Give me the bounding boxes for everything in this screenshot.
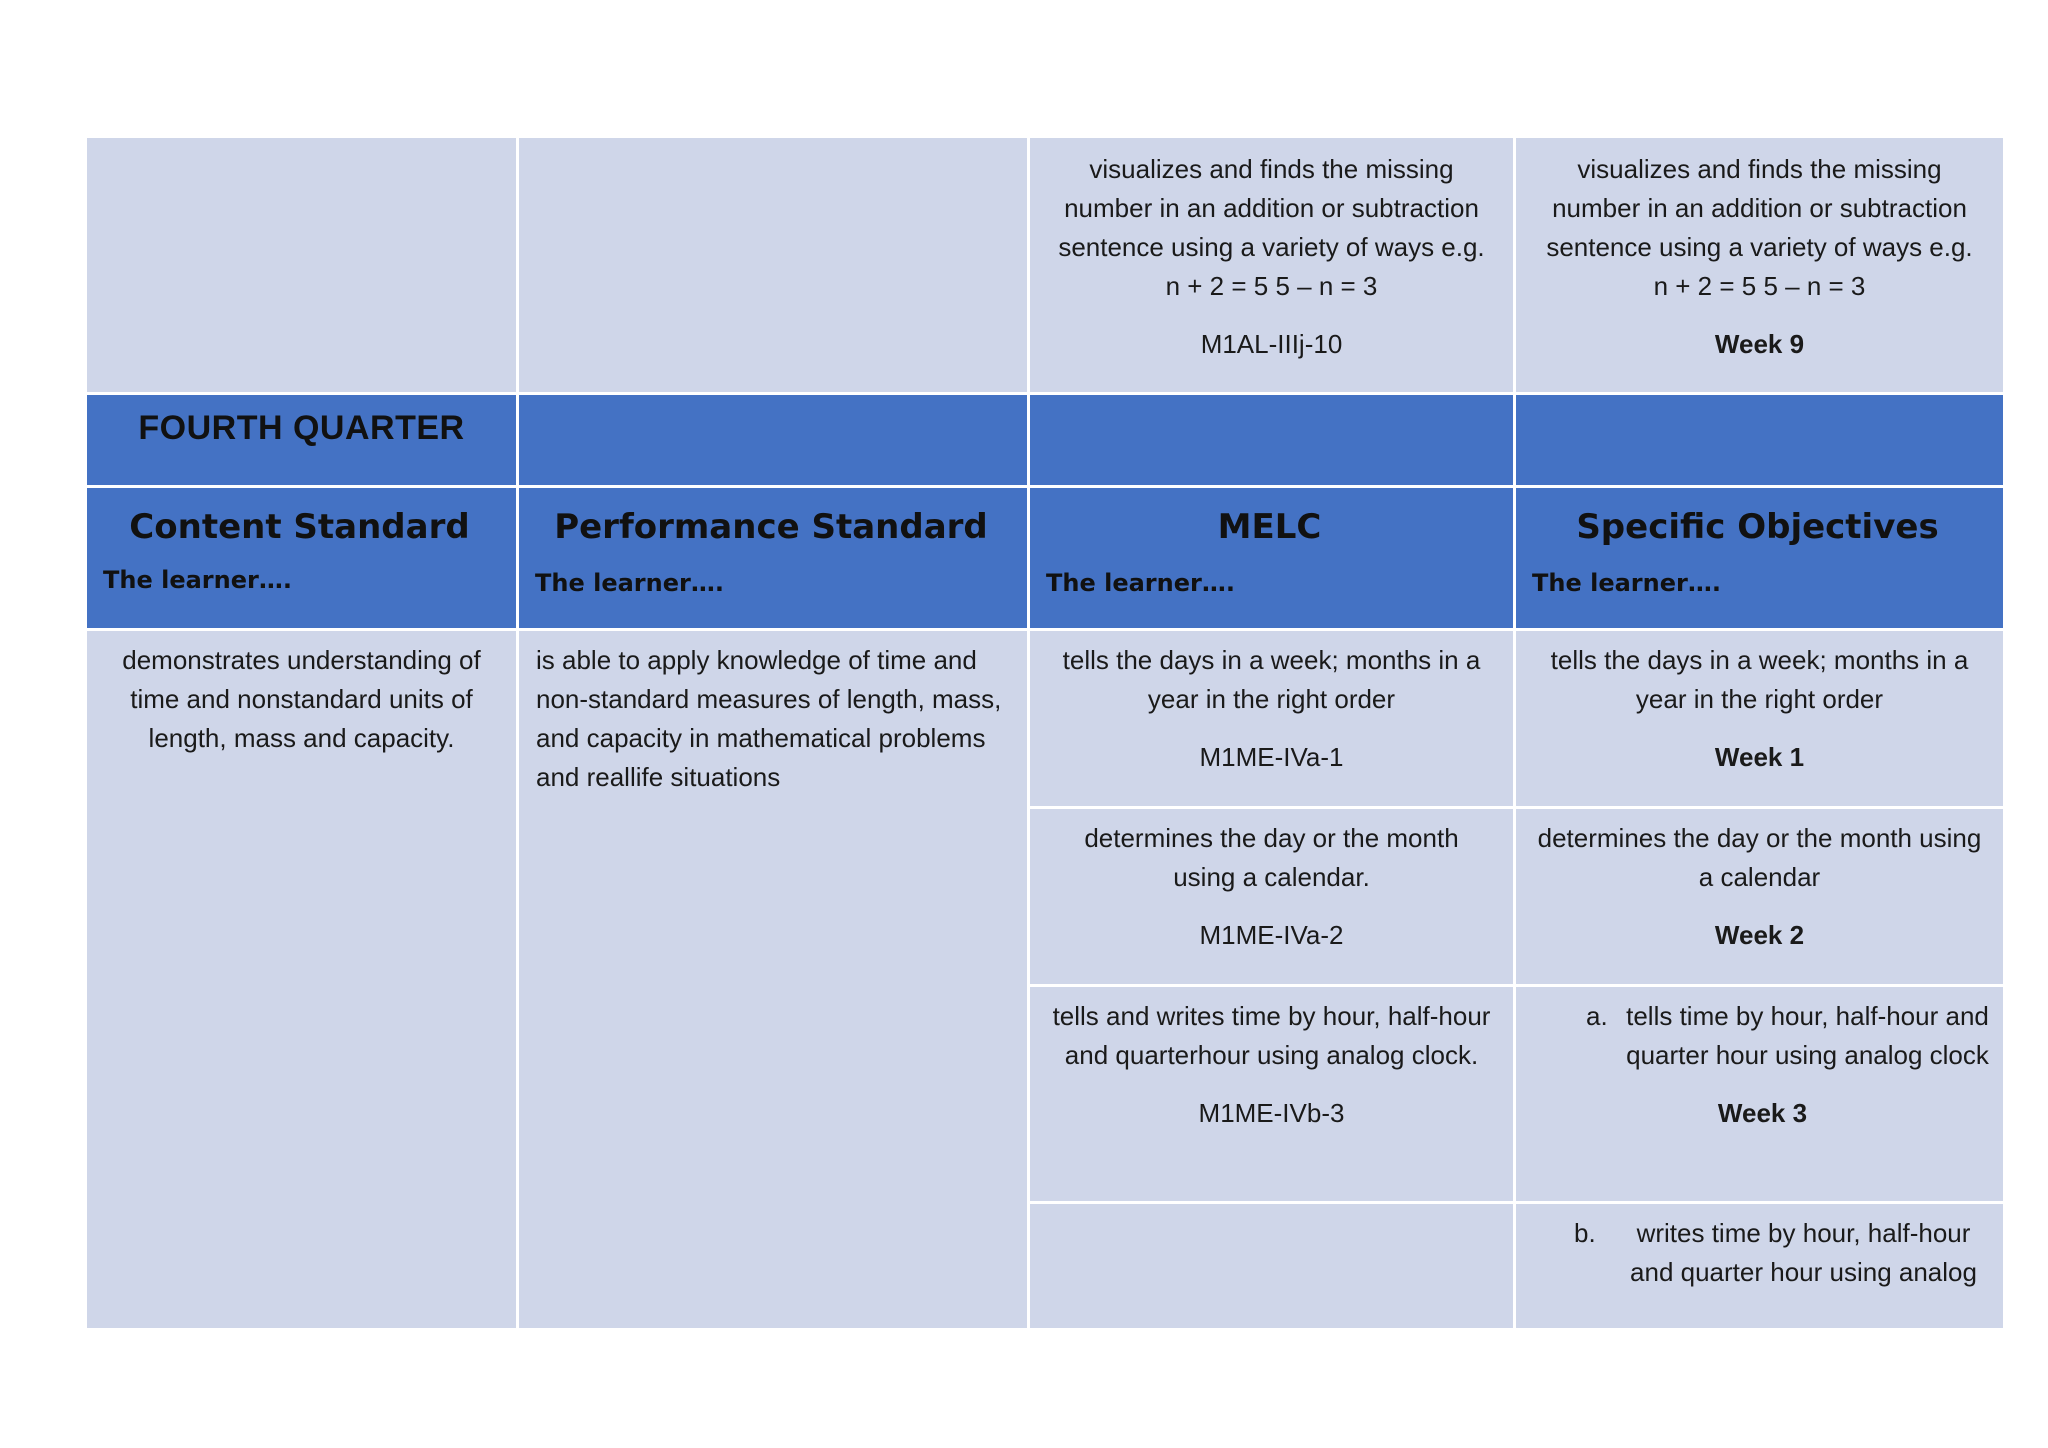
melc-code: M1AL-IIIj-10 — [1200, 329, 1343, 359]
melc-code: M1ME-IVb-3 — [1198, 1098, 1345, 1128]
objective-text: tells the days in a week; months in a year in the right order — [1550, 645, 1969, 714]
objective-text: visualizes and finds the missing number in an addition or subtraction sentence using a variety of ways e.g. n + 2 = 5 5 – n = 3 — [1546, 154, 1973, 301]
objective-cell — [1516, 987, 2003, 1201]
list-item — [1536, 1214, 1989, 1292]
header-title: Specific Objectives — [1576, 507, 1939, 547]
header-subtitle: The learner…. — [103, 566, 292, 594]
empty-cell — [519, 138, 1027, 392]
header-subtitle: The learner…. — [1046, 569, 1235, 597]
objective-week: Week 3 — [1717, 1098, 1808, 1128]
melc-cell — [1030, 138, 1513, 392]
header-title: Content Standard — [129, 507, 470, 547]
melc-cell — [1030, 809, 1513, 984]
header-title: MELC — [1217, 507, 1322, 547]
objective-week: Week 9 — [1714, 329, 1805, 359]
curriculum-table — [87, 138, 1994, 1328]
melc-text: determines the day or the month using a calendar. — [1084, 823, 1459, 892]
melc-text: tells the days in a week; months in a year in the right order — [1062, 645, 1481, 714]
objective-cell — [1516, 631, 2003, 806]
list-item — [1536, 997, 1989, 1075]
objective-cell — [1516, 138, 2003, 392]
melc-code: M1ME-IVa-2 — [1199, 920, 1344, 950]
performance-standard-text: is able to apply knowledge of time and non-standard measures of length, mass, and capacity in mathematical problems and reallife situations — [536, 645, 1002, 792]
content-standard-cell — [87, 631, 516, 1328]
header-specific-objectives — [1516, 488, 2003, 628]
list-marker: b. — [1574, 1218, 1596, 1248]
empty-cell — [87, 138, 516, 392]
header-performance-standard — [519, 488, 1027, 628]
header-title: Performance Standard — [554, 507, 988, 547]
melc-cell — [1030, 631, 1513, 806]
banner-cell — [1516, 395, 2003, 485]
performance-standard-cell — [519, 631, 1027, 1328]
melc-cell — [1030, 987, 1513, 1201]
objective-week: Week 1 — [1714, 742, 1805, 772]
header-melc — [1030, 488, 1513, 628]
header-subtitle: The learner…. — [535, 569, 724, 597]
empty-cell — [1030, 1204, 1513, 1328]
objective-week: Week 2 — [1714, 920, 1805, 950]
content-standard-text: demonstrates understanding of time and nonstandard units of length, mass and capacity. — [122, 645, 481, 753]
objective-cell — [1516, 809, 2003, 984]
banner-cell — [1030, 395, 1513, 485]
header-content-standard — [87, 488, 516, 628]
objective-text: tells time by hour, half-hour and quarter hour using analog clock — [1626, 1001, 1989, 1070]
objective-text: writes time by hour, half-hour and quarter hour using analog — [1630, 1218, 1977, 1287]
melc-text: visualizes and finds the missing number in an addition or subtraction sentence using a variety of ways e.g. n + 2 = 5 5 – n = 3 — [1058, 154, 1485, 301]
banner-cell — [519, 395, 1027, 485]
objective-text: determines the day or the month using a calendar — [1537, 823, 1982, 892]
quarter-title: FOURTH QUARTER — [87, 395, 516, 485]
melc-text: tells and writes time by hour, half-hour and quarterhour using analog clock. — [1052, 1001, 1491, 1070]
melc-code: M1ME-IVa-1 — [1199, 742, 1344, 772]
header-subtitle: The learner…. — [1532, 569, 1721, 597]
list-marker: a. — [1586, 1001, 1608, 1031]
objective-cell — [1516, 1204, 2003, 1328]
